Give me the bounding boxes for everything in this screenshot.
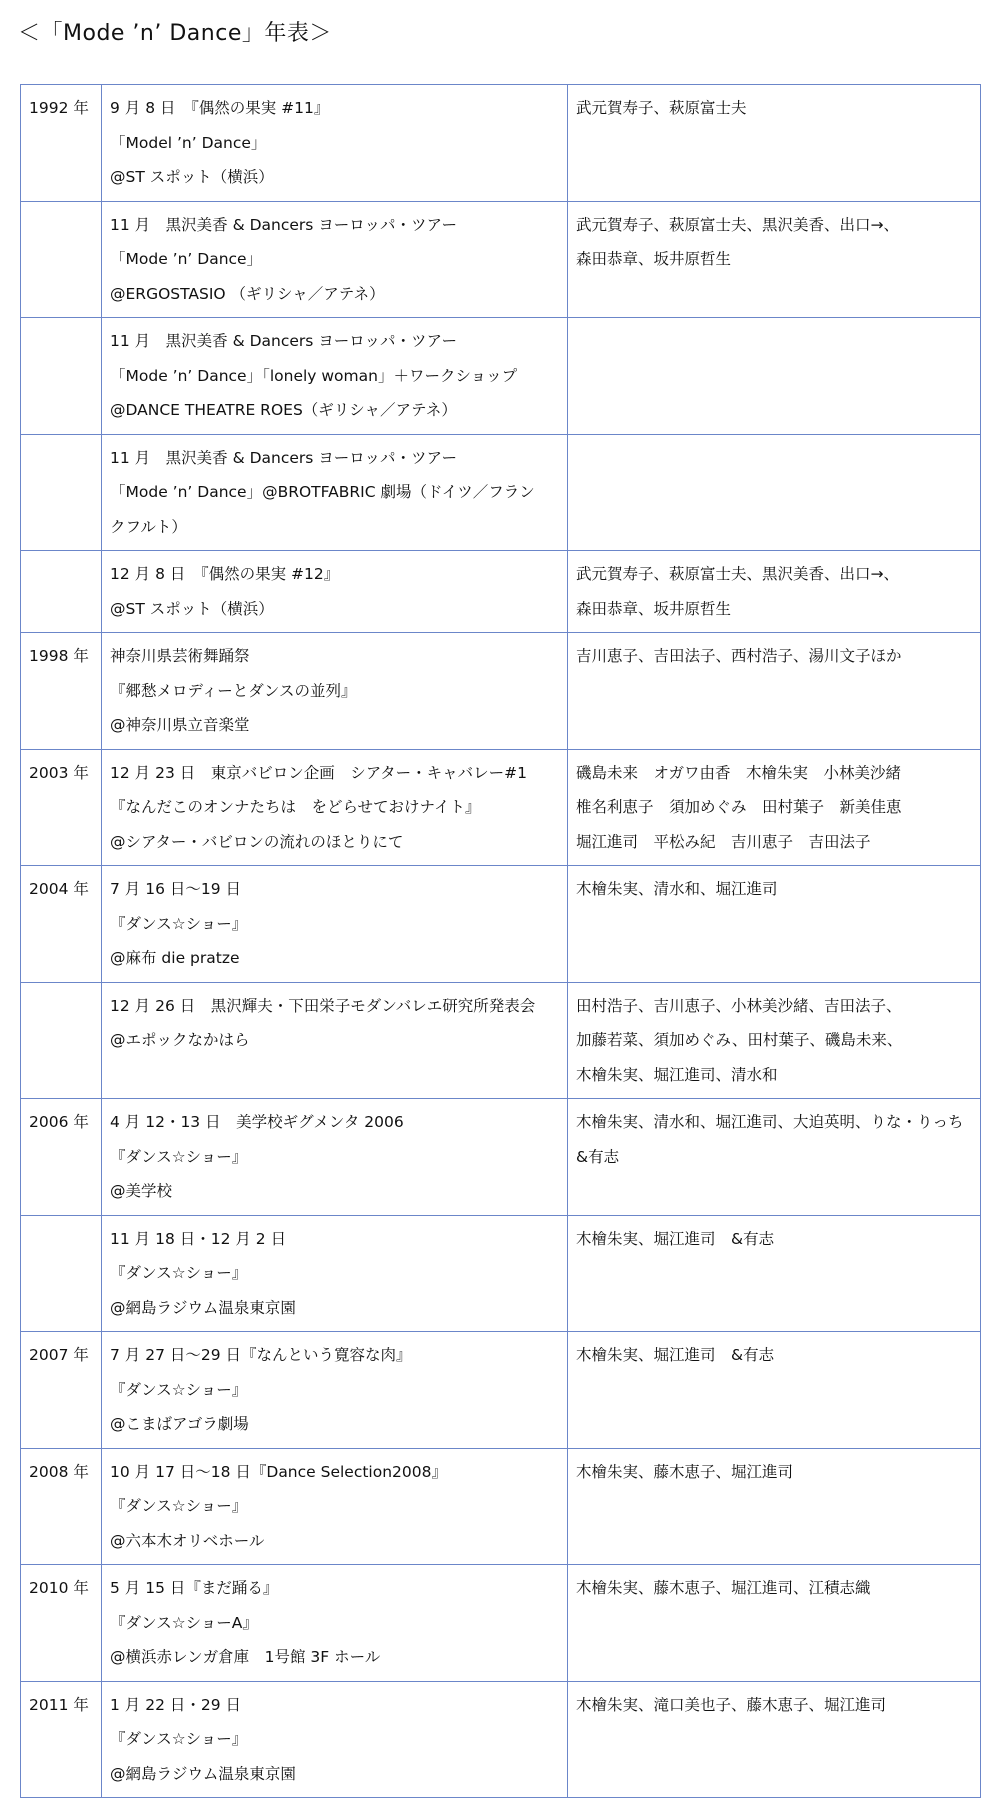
event-line: @美学校 xyxy=(110,1182,173,1200)
cast-line: 木檜朱実、堀江進司 &有志 xyxy=(576,1346,775,1364)
cast-line: 木檜朱実、清水和、堀江進司 xyxy=(576,880,778,898)
cast-cell xyxy=(568,982,981,1099)
event-cell xyxy=(102,633,568,750)
cast-cell xyxy=(568,85,981,202)
cast-line: 木檜朱実、滝口美也子、藤木恵子、堀江進司 xyxy=(576,1695,887,1714)
year-cell xyxy=(21,318,102,435)
year-cell xyxy=(21,866,102,983)
event-line: 「Mode ’n’ Dance」@BROTFABRIC 劇場（ドイツ／フラン xyxy=(110,483,535,501)
event-line: @網島ラジウム温泉東京園 xyxy=(110,1298,296,1317)
year-cell xyxy=(21,1215,102,1332)
cast-cell xyxy=(568,866,981,983)
event-line: @シアター・バビロンの流れのほとりにて xyxy=(110,832,404,851)
cast-line: 木檜朱実、藤木恵子、堀江進司、江積志織 xyxy=(576,1579,871,1597)
event-line: クフルト） xyxy=(110,517,187,536)
event-line: @横浜赤レンガ倉庫 1号館 3F ホール xyxy=(110,1648,381,1666)
event-cell xyxy=(102,982,568,1099)
event-line: 『ダンス☆ショーA』 xyxy=(110,1613,258,1632)
table-row xyxy=(21,201,981,318)
cast-cell xyxy=(568,1565,981,1682)
event-line: @神奈川県立音楽堂 xyxy=(110,716,250,734)
table-row xyxy=(21,633,981,750)
year-label: 1998 年 xyxy=(29,647,89,665)
cast-line: 木檜朱実、堀江進司、清水和 xyxy=(576,1065,778,1084)
event-line: 『ダンス☆ショー』 xyxy=(110,914,248,933)
event-line: 「Mode ’n’ Dance」 xyxy=(110,250,263,268)
event-cell xyxy=(102,1332,568,1449)
cast-cell xyxy=(568,633,981,750)
table-row xyxy=(21,1215,981,1332)
year-cell xyxy=(21,1565,102,1682)
year-label: 2007 年 xyxy=(29,1346,89,1364)
timeline-body xyxy=(21,85,981,1798)
event-line: 『ダンス☆ショー』 xyxy=(110,1497,248,1515)
cast-line: 木檜朱実、藤木恵子、堀江進司 xyxy=(576,1462,794,1481)
event-cell xyxy=(102,85,568,202)
year-cell xyxy=(21,201,102,318)
event-cell xyxy=(102,1565,568,1682)
cast-line: 木檜朱実、清水和、堀江進司、大迫英明、りな・りっち xyxy=(576,1113,964,1131)
table-row xyxy=(21,866,981,983)
year-cell xyxy=(21,1448,102,1565)
cast-cell xyxy=(568,1215,981,1332)
year-label: 2004 年 xyxy=(29,880,89,898)
year-cell xyxy=(21,1681,102,1798)
table-row xyxy=(21,749,981,866)
year-label: 2006 年 xyxy=(29,1113,89,1131)
event-line: @こまばアゴラ劇場 xyxy=(110,1415,249,1433)
event-cell xyxy=(102,318,568,435)
event-line: @六本木オリベホール xyxy=(110,1531,265,1550)
year-cell xyxy=(21,982,102,1099)
event-line: 5 月 15 日『まだ踊る』 xyxy=(110,1579,279,1597)
event-line: 7 月 27 日～29 日『なんという寛容な肉』 xyxy=(110,1346,412,1364)
event-line: 12 月 26 日 黒沢輝夫・下田栄子モダンバレエ研究所発表会 xyxy=(110,996,536,1015)
year-label: 2003 年 xyxy=(29,763,89,782)
timeline-table xyxy=(20,84,981,1798)
event-line: 神奈川県芸術舞踊祭 xyxy=(110,647,250,665)
event-line: 4 月 12・13 日 美学校ギグメンタ 2006 xyxy=(110,1113,404,1131)
year-label: 2011 年 xyxy=(29,1695,89,1714)
cast-line: 武元賀寿子、萩原富士夫、黒沢美香、出口→、 xyxy=(576,565,899,583)
cast-line: 加藤若菜、須加めぐみ、田村葉子、磯島未来、 xyxy=(576,1031,903,1049)
table-row xyxy=(21,551,981,633)
event-line: 『郷愁メロディーとダンスの並列』 xyxy=(110,681,357,700)
event-line: 11 月 黒沢美香 & Dancers ヨーロッパ・ツアー xyxy=(110,332,458,350)
table-row xyxy=(21,85,981,202)
event-line: 1 月 22 日・29 日 xyxy=(110,1695,242,1714)
event-line: @ST スポット（横浜） xyxy=(110,168,274,186)
cast-cell xyxy=(568,1448,981,1565)
event-line: 「Mode ’n’ Dance」「lonely woman」＋ワークショップ xyxy=(110,366,518,385)
event-cell xyxy=(102,749,568,866)
event-line: 9 月 8 日 『偶然の果実 #11』 xyxy=(110,99,330,117)
year-label: 2010 年 xyxy=(29,1579,89,1597)
event-line: 11 月 黒沢美香 & Dancers ヨーロッパ・ツアー xyxy=(110,448,458,467)
cast-line: 吉川恵子、吉田法子、西村浩子、湯川文子ほか xyxy=(576,647,902,665)
event-line: 『ダンス☆ショー』 xyxy=(110,1730,248,1748)
table-row xyxy=(21,434,981,551)
cast-line: 椎名利恵子 須加めぐみ 田村葉子 新美佳恵 xyxy=(576,798,902,816)
event-line: @エポックなかはら xyxy=(110,1031,250,1049)
year-cell xyxy=(21,1099,102,1216)
year-cell xyxy=(21,749,102,866)
cast-cell xyxy=(568,1099,981,1216)
event-line: @ST スポット（横浜） xyxy=(110,599,274,618)
table-row xyxy=(21,1565,981,1682)
event-line: 11 月 黒沢美香 & Dancers ヨーロッパ・ツアー xyxy=(110,215,458,234)
year-cell xyxy=(21,85,102,202)
table-row xyxy=(21,1681,981,1798)
cast-cell xyxy=(568,1681,981,1798)
event-line: 「Model ’n’ Dance」 xyxy=(110,133,267,152)
cast-cell xyxy=(568,551,981,633)
cast-line: 森田恭章、坂井原哲生 xyxy=(576,599,732,618)
event-line: 7 月 16 日～19 日 xyxy=(110,880,242,898)
event-cell xyxy=(102,201,568,318)
cast-cell xyxy=(568,318,981,435)
table-row xyxy=(21,982,981,1099)
event-cell xyxy=(102,551,568,633)
event-line: 12 月 8 日 『偶然の果実 #12』 xyxy=(110,565,340,583)
year-cell xyxy=(21,434,102,551)
cast-cell xyxy=(568,201,981,318)
event-line: 『ダンス☆ショー』 xyxy=(110,1147,248,1166)
event-line: 12 月 23 日 東京バビロン企画 シアター・キャバレー#1 xyxy=(110,763,527,782)
event-cell xyxy=(102,1681,568,1798)
event-line: 『なんだこのオンナたちは をどらせておけナイト』 xyxy=(110,798,481,816)
cast-line: 森田恭章、坂井原哲生 xyxy=(576,250,732,268)
event-cell xyxy=(102,1448,568,1565)
cast-line: 武元賀寿子、萩原富士夫、黒沢美香、出口→、 xyxy=(576,215,899,234)
year-cell xyxy=(21,633,102,750)
table-row xyxy=(21,1099,981,1216)
cast-line: 堀江進司 平松み紀 吉川恵子 吉田法子 xyxy=(576,832,871,851)
event-line: @網島ラジウム温泉東京園 xyxy=(110,1764,296,1783)
table-row xyxy=(21,1448,981,1565)
cast-line: 武元賀寿子、萩原富士夫 xyxy=(576,99,747,117)
year-label: 1992 年 xyxy=(29,99,89,117)
event-line: @麻布 die pratze xyxy=(110,949,240,967)
cast-line: 木檜朱実、堀江進司 &有志 xyxy=(576,1229,775,1248)
year-cell xyxy=(21,551,102,633)
page-title: ＜「Mode ’n’ Dance」年表＞ xyxy=(18,21,332,46)
cast-cell xyxy=(568,749,981,866)
event-line: 10 月 17 日～18 日『Dance Selection2008』 xyxy=(110,1462,447,1481)
event-cell xyxy=(102,1099,568,1216)
event-line: 『ダンス☆ショー』 xyxy=(110,1264,248,1282)
event-line: @DANCE THEATRE ROES（ギリシャ／アテネ） xyxy=(110,401,457,419)
table-row xyxy=(21,318,981,435)
table-row xyxy=(21,1332,981,1449)
year-cell xyxy=(21,1332,102,1449)
cast-line: 磯島未来 オガワ由香 木檜朱実 小林美沙緒 xyxy=(576,763,902,782)
cast-cell xyxy=(568,1332,981,1449)
event-line: @ERGOSTASIO （ギリシャ／アテネ） xyxy=(110,284,385,303)
cast-line: &有志 xyxy=(576,1147,620,1166)
event-cell xyxy=(102,866,568,983)
event-cell xyxy=(102,1215,568,1332)
event-line: 11 月 18 日・12 月 2 日 xyxy=(110,1229,287,1248)
cast-cell xyxy=(568,434,981,551)
cast-line: 田村浩子、吉川恵子、小林美沙緒、吉田法子、 xyxy=(576,996,902,1015)
event-cell xyxy=(102,434,568,551)
year-label: 2008 年 xyxy=(29,1462,89,1481)
event-line: 『ダンス☆ショー』 xyxy=(110,1380,248,1399)
